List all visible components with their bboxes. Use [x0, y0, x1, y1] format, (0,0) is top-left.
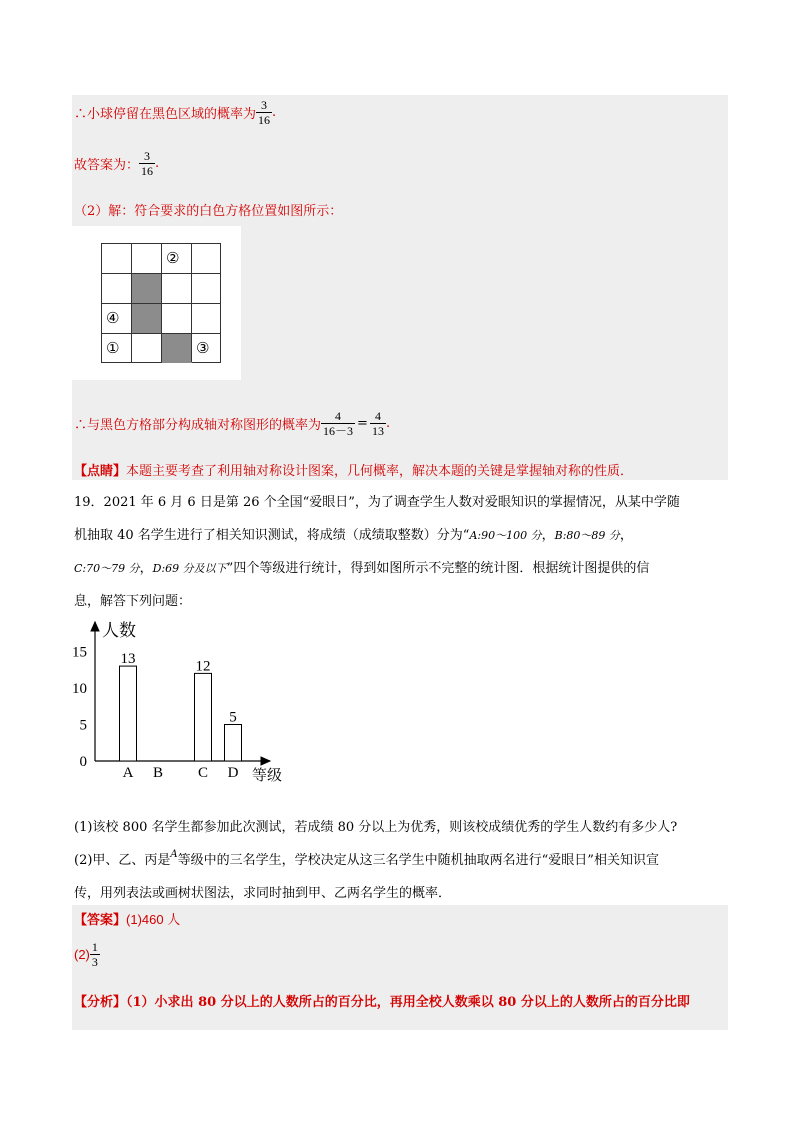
- dark-cell: [132, 303, 162, 333]
- data-label-a: 13: [120, 651, 136, 668]
- category-label-b: B: [152, 765, 164, 781]
- grade-a: A:90～100 分: [469, 529, 542, 542]
- grade-c: C:70～79 分: [74, 562, 140, 575]
- symmetry-fraction-1: $\frac{4}{16-3}$: [323, 409, 354, 438]
- probability-prefix: ∴小球停留在黑色区域的概率为: [74, 107, 257, 122]
- answer-2: (2) $\frac{1}{3}$: [74, 940, 98, 969]
- answer-tag: 【答案】: [74, 913, 127, 928]
- bar-a: [120, 666, 137, 761]
- symmetry-fraction-2: $\frac{4}{13}$: [371, 409, 384, 438]
- bar-d: [225, 725, 242, 762]
- category-label-d: D: [227, 765, 239, 781]
- analysis-tag: 【分析】: [74, 995, 127, 1010]
- part2-text: （2）解：符合要求的白色方格位置如图所示：: [74, 204, 343, 219]
- answer-prefix: 故答案为：: [74, 158, 140, 173]
- symmetry-probability-line: ∴与黑色方格部分构成轴对称图形的概率为 $\frac{4}{16-3}$ = $\frac{4}{13}$ .: [74, 409, 391, 438]
- bar-chart: [70, 614, 290, 784]
- answer-line: 故答案为： $\frac{3}{16}$ .: [74, 149, 160, 178]
- comment-line: [74, 460, 633, 479]
- answer-heading: [74, 909, 180, 928]
- category-label-a: A: [122, 765, 134, 781]
- y-tick-label: 10: [72, 681, 87, 697]
- sub-question-2-line1: (2)甲、乙、丙是$^A$等级中的三名学生，学校决定从这三名学生中随机抽取两名进行“爱眼日”相关知识宣: [74, 849, 659, 868]
- q19-line3: C:70～79 分，D:69 分及以下”四个等级进行统计，得到如图所示不完整的统计图．根据统计图提供的信: [74, 561, 650, 576]
- analysis-line: [74, 991, 690, 1010]
- q19-line2: 机抽取 40 名学生进行了相关知识测试，将成绩（成绩取整数）分为“A:90～100 分，B:80～89 分，: [74, 528, 633, 543]
- q19-line1: 19．2021 年 6 月 6 日是第 26 个全国“爱眼日”，为了调查学生人数对爱眼知识的掌握情况，从某中学随: [74, 495, 680, 510]
- y-tick-label: 15: [72, 644, 87, 661]
- x-axis-label: 等级: [252, 766, 283, 784]
- label-1: ①: [106, 339, 120, 357]
- analysis-text: （1）小求出 80 分以上的人数所占的百分比，再用全校人数乘以 80 分以上的人数所占的百分比即: [126, 995, 690, 1010]
- data-label-d: 5: [229, 709, 237, 726]
- answer-fraction: $\frac{3}{16}$: [141, 149, 154, 178]
- sub-question-2-line2: 传，用列表法或画树状图法，求同时抽到甲、乙两名学生的概率．: [74, 886, 452, 901]
- comment-tag: 【点睛】: [74, 464, 127, 479]
- data-label-c: 12: [195, 658, 211, 675]
- comment-text: 本题主要考查了利用轴对称设计图案，几何概率，解决本题的关键是掌握轴对称的性质．: [126, 464, 634, 479]
- dark-cell: [132, 273, 162, 303]
- q19-line4: 息，解答下列问题：: [74, 594, 192, 609]
- answer-1: (1)460 人: [126, 912, 181, 927]
- sub-question-1: (1)该校 800 名学生都参加此次测试，若成绩 80 分以上为优秀，则该校成绩优秀的学生人数约有多少人?: [74, 820, 678, 835]
- y-tick-label: 5: [79, 717, 87, 734]
- probability-fraction: $\frac{3}{16}$: [258, 98, 271, 127]
- label-2: ②: [166, 249, 180, 267]
- grade-b: B:80～89 分: [554, 529, 620, 542]
- dark-cell: [162, 333, 192, 363]
- y-axis-label: 人数: [102, 621, 136, 641]
- label-3: ③: [196, 339, 210, 357]
- grid: [101, 243, 221, 363]
- probability-line: ∴小球停留在黑色区域的概率为 $\frac{3}{16}$ .: [74, 98, 277, 127]
- category-label-c: C: [197, 765, 209, 781]
- label-4: ④: [106, 309, 120, 327]
- grid-figure: [72, 226, 241, 380]
- answer-2-fraction: $\frac{1}{3}$: [91, 940, 98, 969]
- grade-d: D:69 分及以下: [152, 562, 227, 575]
- bar-c: [195, 673, 212, 761]
- y-tick-label: 0: [79, 754, 87, 770]
